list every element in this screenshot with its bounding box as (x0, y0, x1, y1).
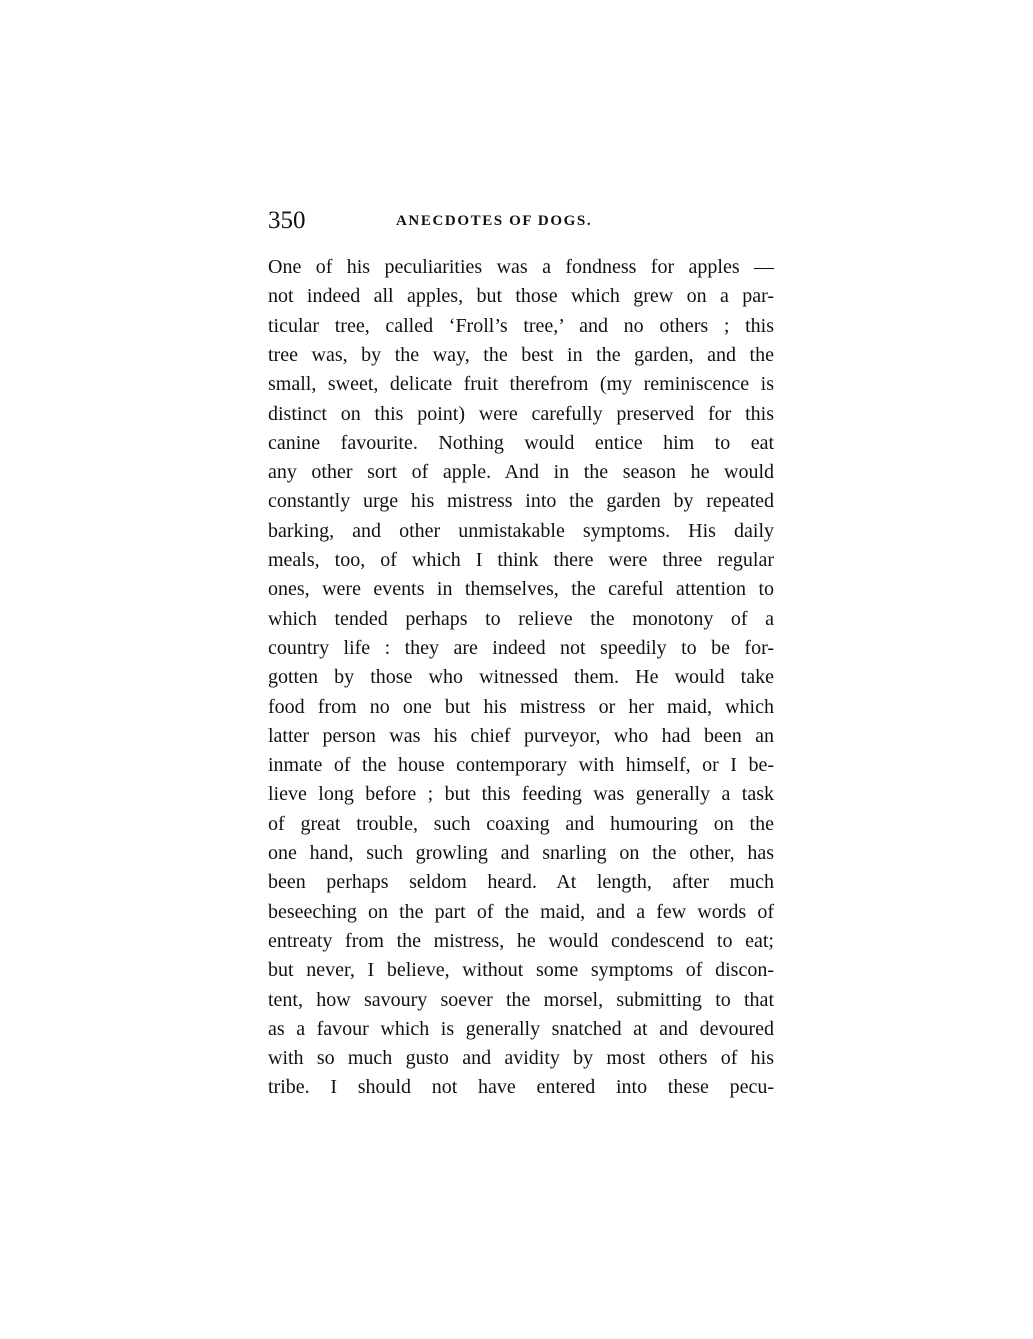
text-line: one hand, such growling and snarling on the other, has (268, 842, 774, 864)
text-line: constantly urge his mistress into the garden by repeated (268, 490, 774, 513)
text-line: entreaty from the mistress, he would condescend to eat; (268, 929, 774, 952)
text-line: canine favourite. Nothing would entice him to eat (268, 431, 774, 454)
text-line: gotten by those who witnessed them. He would take (268, 666, 774, 689)
page-number: 350 (268, 207, 306, 234)
body-text (268, 253, 774, 1123)
text-line: country life : they are indeed not speedily to be for- (268, 636, 774, 659)
text-line: food from no one but his mistress or her maid, which (268, 695, 774, 718)
text-line: latter person was his chief purveyor, who had been an (268, 724, 774, 747)
text-line: tent, how savoury soever the morsel, submitting to that (268, 988, 774, 1011)
text-line: ones, were events in themselves, the careful attention to (268, 578, 774, 601)
text-line: ticular tree, called ‘Froll’s tree,’ and no others ; this (268, 314, 774, 337)
text-line: distinct on this point) were carefully preserved for this (268, 402, 774, 425)
text-line: with so much gusto and avidity by most others of his (268, 1047, 774, 1070)
running-title: ANECDOTES OF DOGS. (396, 213, 593, 229)
text-line: barking, and other unmistakable symptoms. His daily (268, 519, 774, 542)
text-line: tree was, by the way, the best in the garden, and the (268, 343, 774, 366)
text-line: which tended perhaps to relieve the monotony of a (268, 607, 774, 630)
text-line: of great trouble, such coaxing and humouring on the (268, 812, 774, 835)
text-line: been perhaps seldom heard. At length, after much (268, 871, 774, 894)
text-line: any other sort of apple. And in the season he would (268, 461, 774, 484)
text-line: One of his peculiarities was a fondness for apples — (268, 256, 774, 278)
text-line: lieve long before ; but this feeding was generally a task (268, 783, 774, 806)
running-head (268, 205, 774, 237)
text-line: as a favour which is generally snatched at and devoured (268, 1017, 774, 1040)
text-line: small, sweet, delicate fruit therefrom (my reminiscence is (268, 373, 774, 396)
text-line: inmate of the house contemporary with himself, or I be- (268, 754, 774, 777)
text-line: tribe. I should not have entered into these pecu- (268, 1076, 774, 1099)
text-line: meals, too, of which I think there were three regular (268, 549, 774, 571)
text-line: beseeching on the part of the maid, and a few words of (268, 900, 774, 923)
text-line: but never, I believe, without some symptoms of discon- (268, 959, 774, 982)
text-line: not indeed all apples, but those which grew on a par- (268, 285, 774, 308)
